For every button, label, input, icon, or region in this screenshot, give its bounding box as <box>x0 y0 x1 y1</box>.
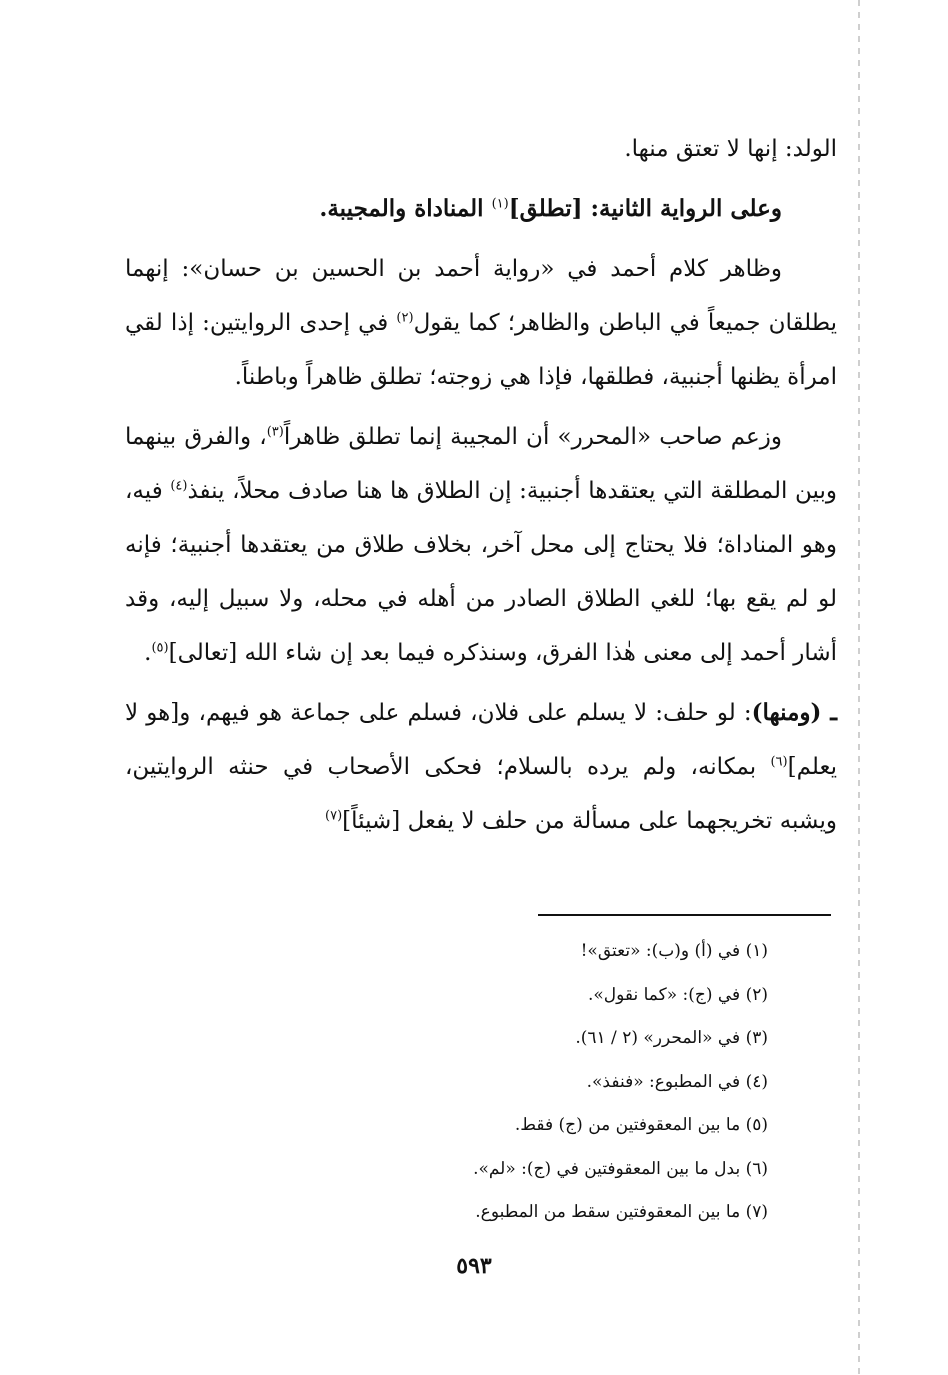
footnote-ref-3: (٣) <box>266 424 284 440</box>
footnote-ref-7: (٧) <box>325 808 343 824</box>
footnote-ref-4: (٤) <box>170 478 188 494</box>
paragraph-2-bold: وعلى الرواية الثانية: [تطلق] <box>508 195 782 222</box>
scan-edge-line <box>858 0 860 1375</box>
paragraph-2-rest: المناداة والمجيبة. <box>319 195 492 222</box>
footnote-6: (٦) بدل ما بين المعقوفتين في (ج): «لم». <box>473 1158 768 1179</box>
footnote-ref-6: (٦) <box>770 754 788 770</box>
footnote-ref-2: (٢) <box>396 310 414 326</box>
paragraph-4-text-a: وزعم صاحب «المحرر» أن المجيبة إنما تطلق ظاهراً <box>283 424 782 450</box>
paragraph-3 <box>125 242 837 404</box>
paragraph-3-text-a: وظاهر كلام أحمد في «رواية أحمد بن الحسين بن حسان»: إنهما يطلقان جميعاً في الباطن والظاهر؛ كما يقول <box>125 256 837 336</box>
paragraph-5-bold: ـ (ومنها) <box>751 699 837 726</box>
paragraph-5-text-a: : لو حلف: لا يسلم على فلان، فسلم على جماعة هو فيهم، و[هو لا يعلم] <box>125 700 837 780</box>
footnote-2: (٢) في (ج): «كما نقول». <box>587 984 768 1005</box>
footnotes-list <box>380 930 768 1235</box>
page-number: ٥٩٣ <box>456 1253 492 1279</box>
paragraph-4 <box>125 410 837 680</box>
paragraph-1-text: الولد: إنها لا تعتق منها. <box>624 136 837 162</box>
paragraph-4-text-d: . <box>144 640 152 666</box>
main-text <box>125 122 837 848</box>
paragraph-5 <box>125 686 837 848</box>
paragraph-2 <box>125 182 837 236</box>
footnote-5: (٥) ما بين المعقوفتين من (ج) فقط. <box>514 1115 768 1135</box>
paragraph-1 <box>125 122 837 176</box>
paragraph-3-text-b: في إحدى الروايتين: إذا لقي امرأة يظنها أجنبية، فطلقها، فإذا هي زوجته؛ تطلق ظاهراً وباطناً. <box>125 310 837 390</box>
footnote-4: (٤) في المطبوع: «فنفذ». <box>586 1071 768 1092</box>
footnote-1: (١) في (أ) و(ب): «تعتق»! <box>580 941 768 961</box>
paragraph-4-text-c: فيه، وهو المناداة؛ فلا يحتاج إلى محل آخر، بخلاف طلاق من يعتقدها أجنبية؛ فإنه لو لم يقع بها؛ للغي الطلاق الصادر من أهله في محله، ولا سبيل إليه، وقد أشار أحمد إلى معنى هٰذا الفرق، وسنذكره فيما بعد إن شاء الله [تعالى] <box>125 478 837 666</box>
footnote-ref-1: (١) <box>491 196 509 212</box>
footnote-3: (٣) في «المحرر» (٢ / ٦١). <box>575 1028 768 1048</box>
paragraph-5-text-b: بمكانه، ولم يرده بالسلام؛ فحكى الأصحاب في حنثه الروايتين، ويشبه تخريجهما على مسألة من حلف لا يفعل [شيئاً] <box>125 754 837 834</box>
footnote-7: (٧) ما بين المعقوفتين سقط من المطبوع. <box>475 1202 768 1222</box>
footnote-ref-5: (٥) <box>151 640 169 656</box>
footnote-separator <box>538 914 831 916</box>
paragraph-4-text-b: ، والفرق بينهما وبين المطلقة التي يعتقدها أجنبية: إن الطلاق ها هنا صادف محلاً، ينفذ <box>125 424 837 504</box>
